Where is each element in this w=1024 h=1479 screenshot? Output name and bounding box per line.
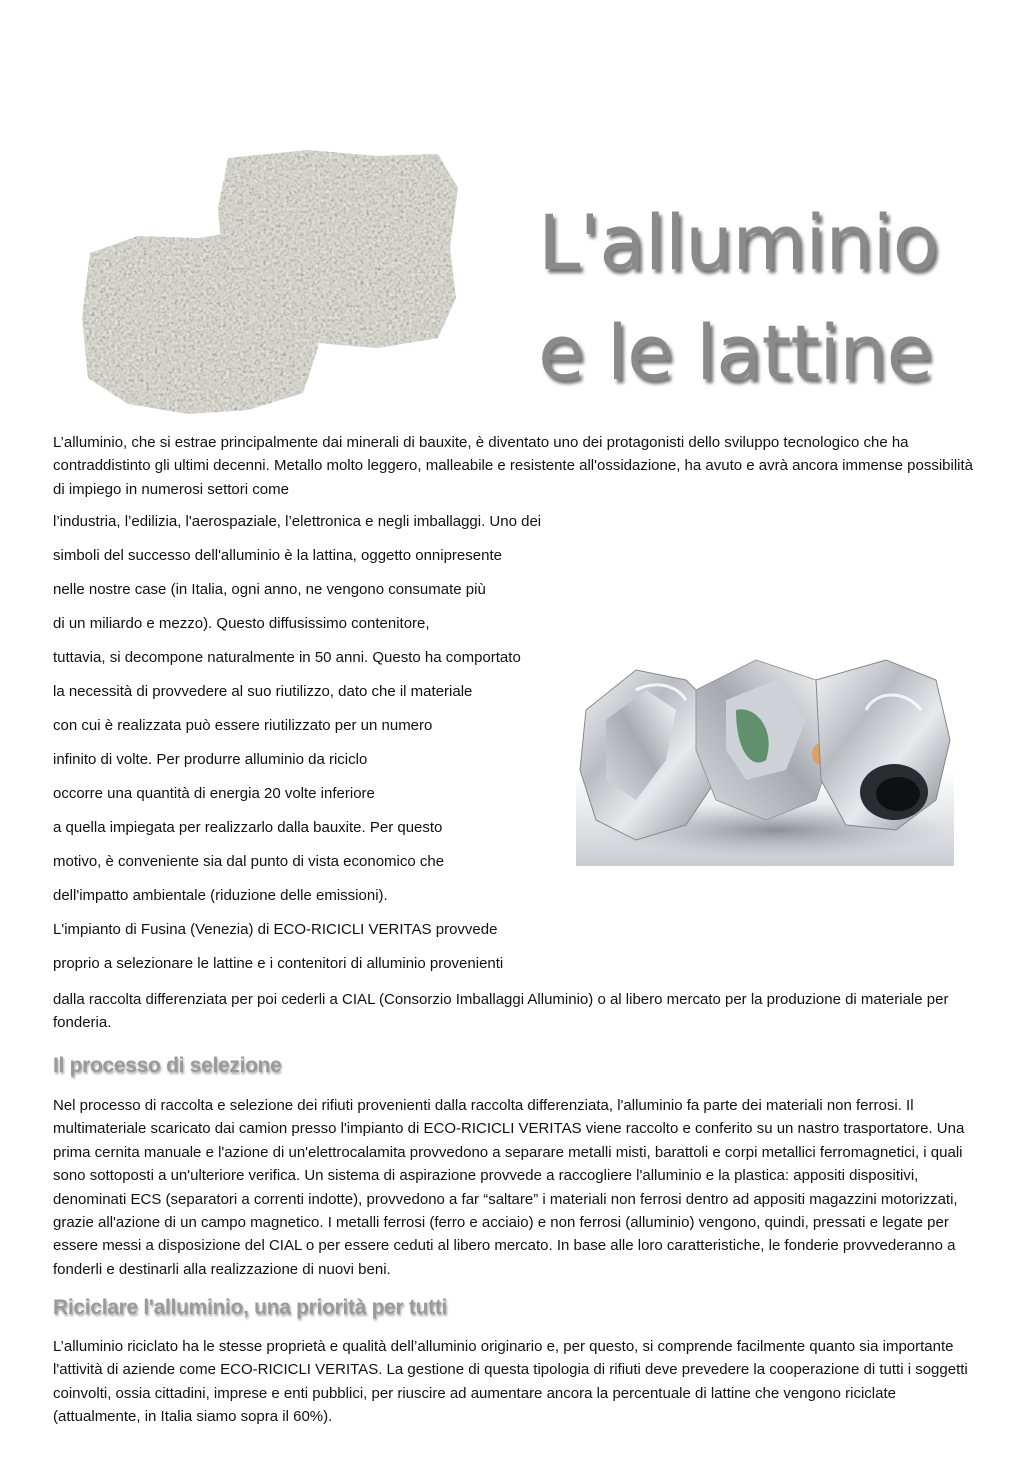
intro-line: l’industria, l’edilizia, l'aerospaziale, l’elettronica e negli imballaggi. Uno dei	[53, 513, 542, 530]
intro-line: simboli del successo dell'alluminio è la lattina, oggetto onnipresente	[53, 547, 502, 564]
bauxite-rocks-image	[78, 148, 463, 416]
intro-line: tuttavia, si decompone naturalmente in 50 anni. Questo ha comportato	[53, 649, 521, 666]
crushed-can-image	[576, 650, 954, 866]
section-heading-recycling: Riciclare l'alluminio, una priorità per tutti	[53, 1296, 448, 1319]
intro-line: la necessità di provvedere al suo riutilizzo, dato che il materiale	[53, 683, 473, 700]
intro-line: L'impianto di Fusina (Venezia) di ECO-RICICLI VERITAS provvede	[53, 921, 498, 938]
intro-line: proprio a selezionare le lattine e i contenitori di alluminio provenienti	[53, 955, 504, 972]
intro-line: con cui è realizzata può essere riutilizzato per un numero	[53, 717, 433, 734]
intro-paragraph: L’alluminio, che si estrae principalmente dai minerali di bauxite, è diventato uno dei protagonisti dello sviluppo tecnologico che ha contraddistinto gli ultimi decenni. Metallo molto leggero, malleabile e resistente all'ossidazione, ha avuto e avrà ancora immense possibilità di impiego in numerosi settori come	[53, 434, 974, 498]
section-paragraph-selection: Nel processo di raccolta e selezione dei rifiuti provenienti dalla raccolta differenziata, l'alluminio fa parte dei materiali non ferrosi. Il multimateriale scaricato dai camion presso l'impianto di ECO-RICICLI VERITAS viene raccolto e conferito su un nastro trasportatore. Una prima cernita manuale e l'azione di un'elettrocalamita provvedono a separare metalli misti, barattoli e corpi metallici ferromagnetici, i quali sono sottoposti a un'ulteriore verifica. Un sistema di aspirazione provvede a raccogliere l'alluminio e la plastica: appositi dispositivi, denominati ECS (separatori a correnti indotte), provvedono a far “saltare” i materiali non ferrosi dentro ad appositi magazzini motorizzati, grazie all'azione di un campo magnetico. I metalli ferrosi (ferro e acciaio) e non ferrosi (alluminio) vengono, quindi, pressati e legate per essere messi a disposizione del CIAL o per essere ceduti al libero mercato. In base alle loro caratteristiche, le fonderie provvederanno a fonderli e destinarli alla realizzazione di nuovi beni.	[53, 1097, 965, 1278]
page-title	[538, 188, 978, 408]
intro-line: infinito di volte. Per produrre alluminio da riciclo	[53, 751, 368, 768]
intro-line: a quella impiegata per realizzarlo dalla bauxite. Per questo	[53, 819, 443, 836]
intro-closing: dalla raccolta differenziata per poi cederli a CIAL (Consorzio Imballaggi Alluminio) o al libero mercato per la produzione di materiale per fonderia.	[53, 991, 949, 1032]
title-line-2: e le lattine	[538, 308, 933, 397]
section-paragraph-recycling: L’alluminio riciclato ha le stesse proprietà e qualità dell’alluminio originario e, per questo, si comprende facilmente quanto sia importante l'attività di aziende come ECO-RICICLI VERITAS. La gestione di questa tipologia di rifiuti deve prevedere la cooperazione di tutti i soggetti coinvolti, ossia cittadini, imprese e enti pubblici, per riuscire ad aumentare ancora la percentuale di lattine che vengono riciclate (attualmente, in Italia siamo sopra il 60%).	[53, 1338, 968, 1426]
title-line-1: L'alluminio	[538, 198, 939, 287]
intro-line: di un miliardo e mezzo). Questo diffusissimo contenitore,	[53, 615, 430, 632]
section-heading-selection: Il processo di selezione	[53, 1054, 282, 1077]
intro-line: dell'impatto ambientale (riduzione delle emissioni).	[53, 887, 388, 904]
intro-line: occorre una quantità di energia 20 volte inferiore	[53, 785, 375, 802]
intro-line: motivo, è conveniente sia dal punto di vista economico che	[53, 853, 445, 870]
intro-line: nelle nostre case (in Italia, ogni anno, ne vengono consumate più	[53, 581, 486, 598]
